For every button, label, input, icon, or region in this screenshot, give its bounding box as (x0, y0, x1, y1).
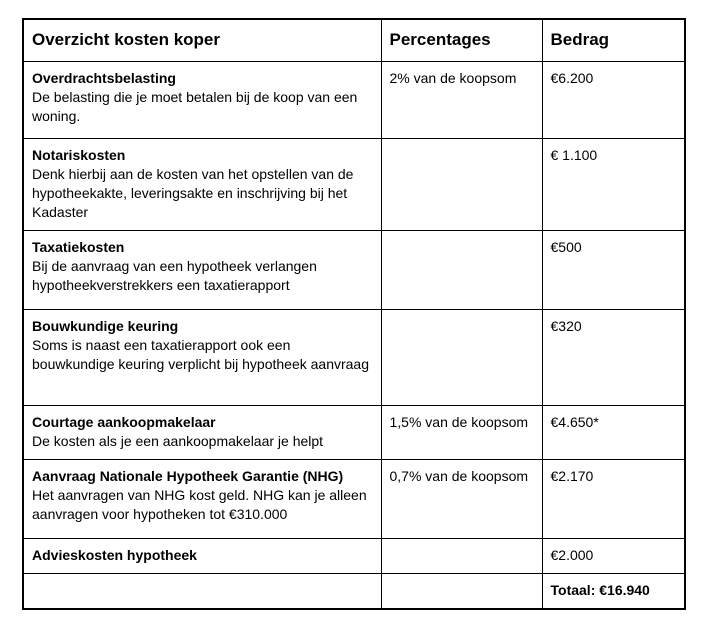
table-row-notariskosten (23, 138, 685, 230)
cost-item-title: Aanvraag Nationale Hypotheek Garantie (NHG) (32, 467, 344, 484)
header-percentages: Percentages (381, 19, 542, 61)
cost-item-title: Courtage aankoopmakelaar (32, 413, 216, 430)
cost-item-cell (23, 138, 381, 230)
cost-item-title: Overdrachtsbelasting (32, 69, 176, 86)
percentage-cell (381, 538, 542, 573)
percentage-cell: 1,5% van de koopsom (381, 405, 542, 459)
cost-item-description: Bij de aanvraag van een hypotheek verlangen hypotheekverstrekkers een taxatierapport (32, 257, 317, 293)
cost-item-title: Notariskosten (32, 146, 126, 163)
percentage-cell (381, 573, 542, 609)
cost-item-cell (23, 405, 381, 459)
table-row-nhg (23, 459, 685, 538)
cost-item-description: De belasting die je moet betalen bij de koop van een woning. (32, 88, 358, 124)
table-row-taxatiekosten (23, 230, 685, 309)
table-row-bouwkundige-keuring (23, 309, 685, 405)
cost-item-cell (23, 230, 381, 309)
cost-item-description: De kosten als je een aankoopmakelaar je helpt (32, 432, 324, 449)
percentage-cell: 2% van de koopsom (381, 61, 542, 138)
amount-cell: €2.170 (542, 459, 685, 538)
cost-item-description: Soms is naast een taxatierapport ook een bouwkundige keuring verplicht bij hypotheek aanvraag (32, 336, 369, 372)
percentage-cell (381, 138, 542, 230)
kosten-koper-table (22, 18, 686, 610)
cost-item-cell (23, 573, 381, 609)
cost-item-cell (23, 459, 381, 538)
header-overzicht-kosten-koper: Overzicht kosten koper (23, 19, 381, 61)
amount-cell: €4.650* (542, 405, 685, 459)
amount-cell: €320 (542, 309, 685, 405)
cost-item-title: Taxatiekosten (32, 238, 125, 255)
table-header-row (23, 19, 685, 61)
cost-item-title: Bouwkundige keuring (32, 317, 179, 334)
cost-item-cell (23, 61, 381, 138)
table-row-courtage-aankoopmakelaar (23, 405, 685, 459)
cost-item-cell (23, 538, 381, 573)
cost-item-description: Denk hierbij aan de kosten van het opstellen van de hypotheekakte, leveringsakte en inschrijving bij het Kadaster (32, 165, 354, 220)
table-row-advieskosten (23, 538, 685, 573)
amount-cell: €500 (542, 230, 685, 309)
table-row-totaal (23, 573, 685, 609)
cost-item-cell (23, 309, 381, 405)
cost-item-description: Het aanvragen van NHG kost geld. NHG kan je alleen aanvragen voor hypotheken tot €310.000 (32, 486, 367, 522)
amount-cell: €2.000 (542, 538, 685, 573)
cost-item-title: Advieskosten hypotheek (32, 546, 197, 563)
header-bedrag: Bedrag (542, 19, 685, 61)
percentage-cell: 0,7% van de koopsom (381, 459, 542, 538)
percentage-cell (381, 230, 542, 309)
table-row-overdrachtsbelasting (23, 61, 685, 138)
amount-cell: € 1.100 (542, 138, 685, 230)
total-amount-cell: Totaal: €16.940 (542, 573, 685, 609)
percentage-cell (381, 309, 542, 405)
amount-cell: €6.200 (542, 61, 685, 138)
